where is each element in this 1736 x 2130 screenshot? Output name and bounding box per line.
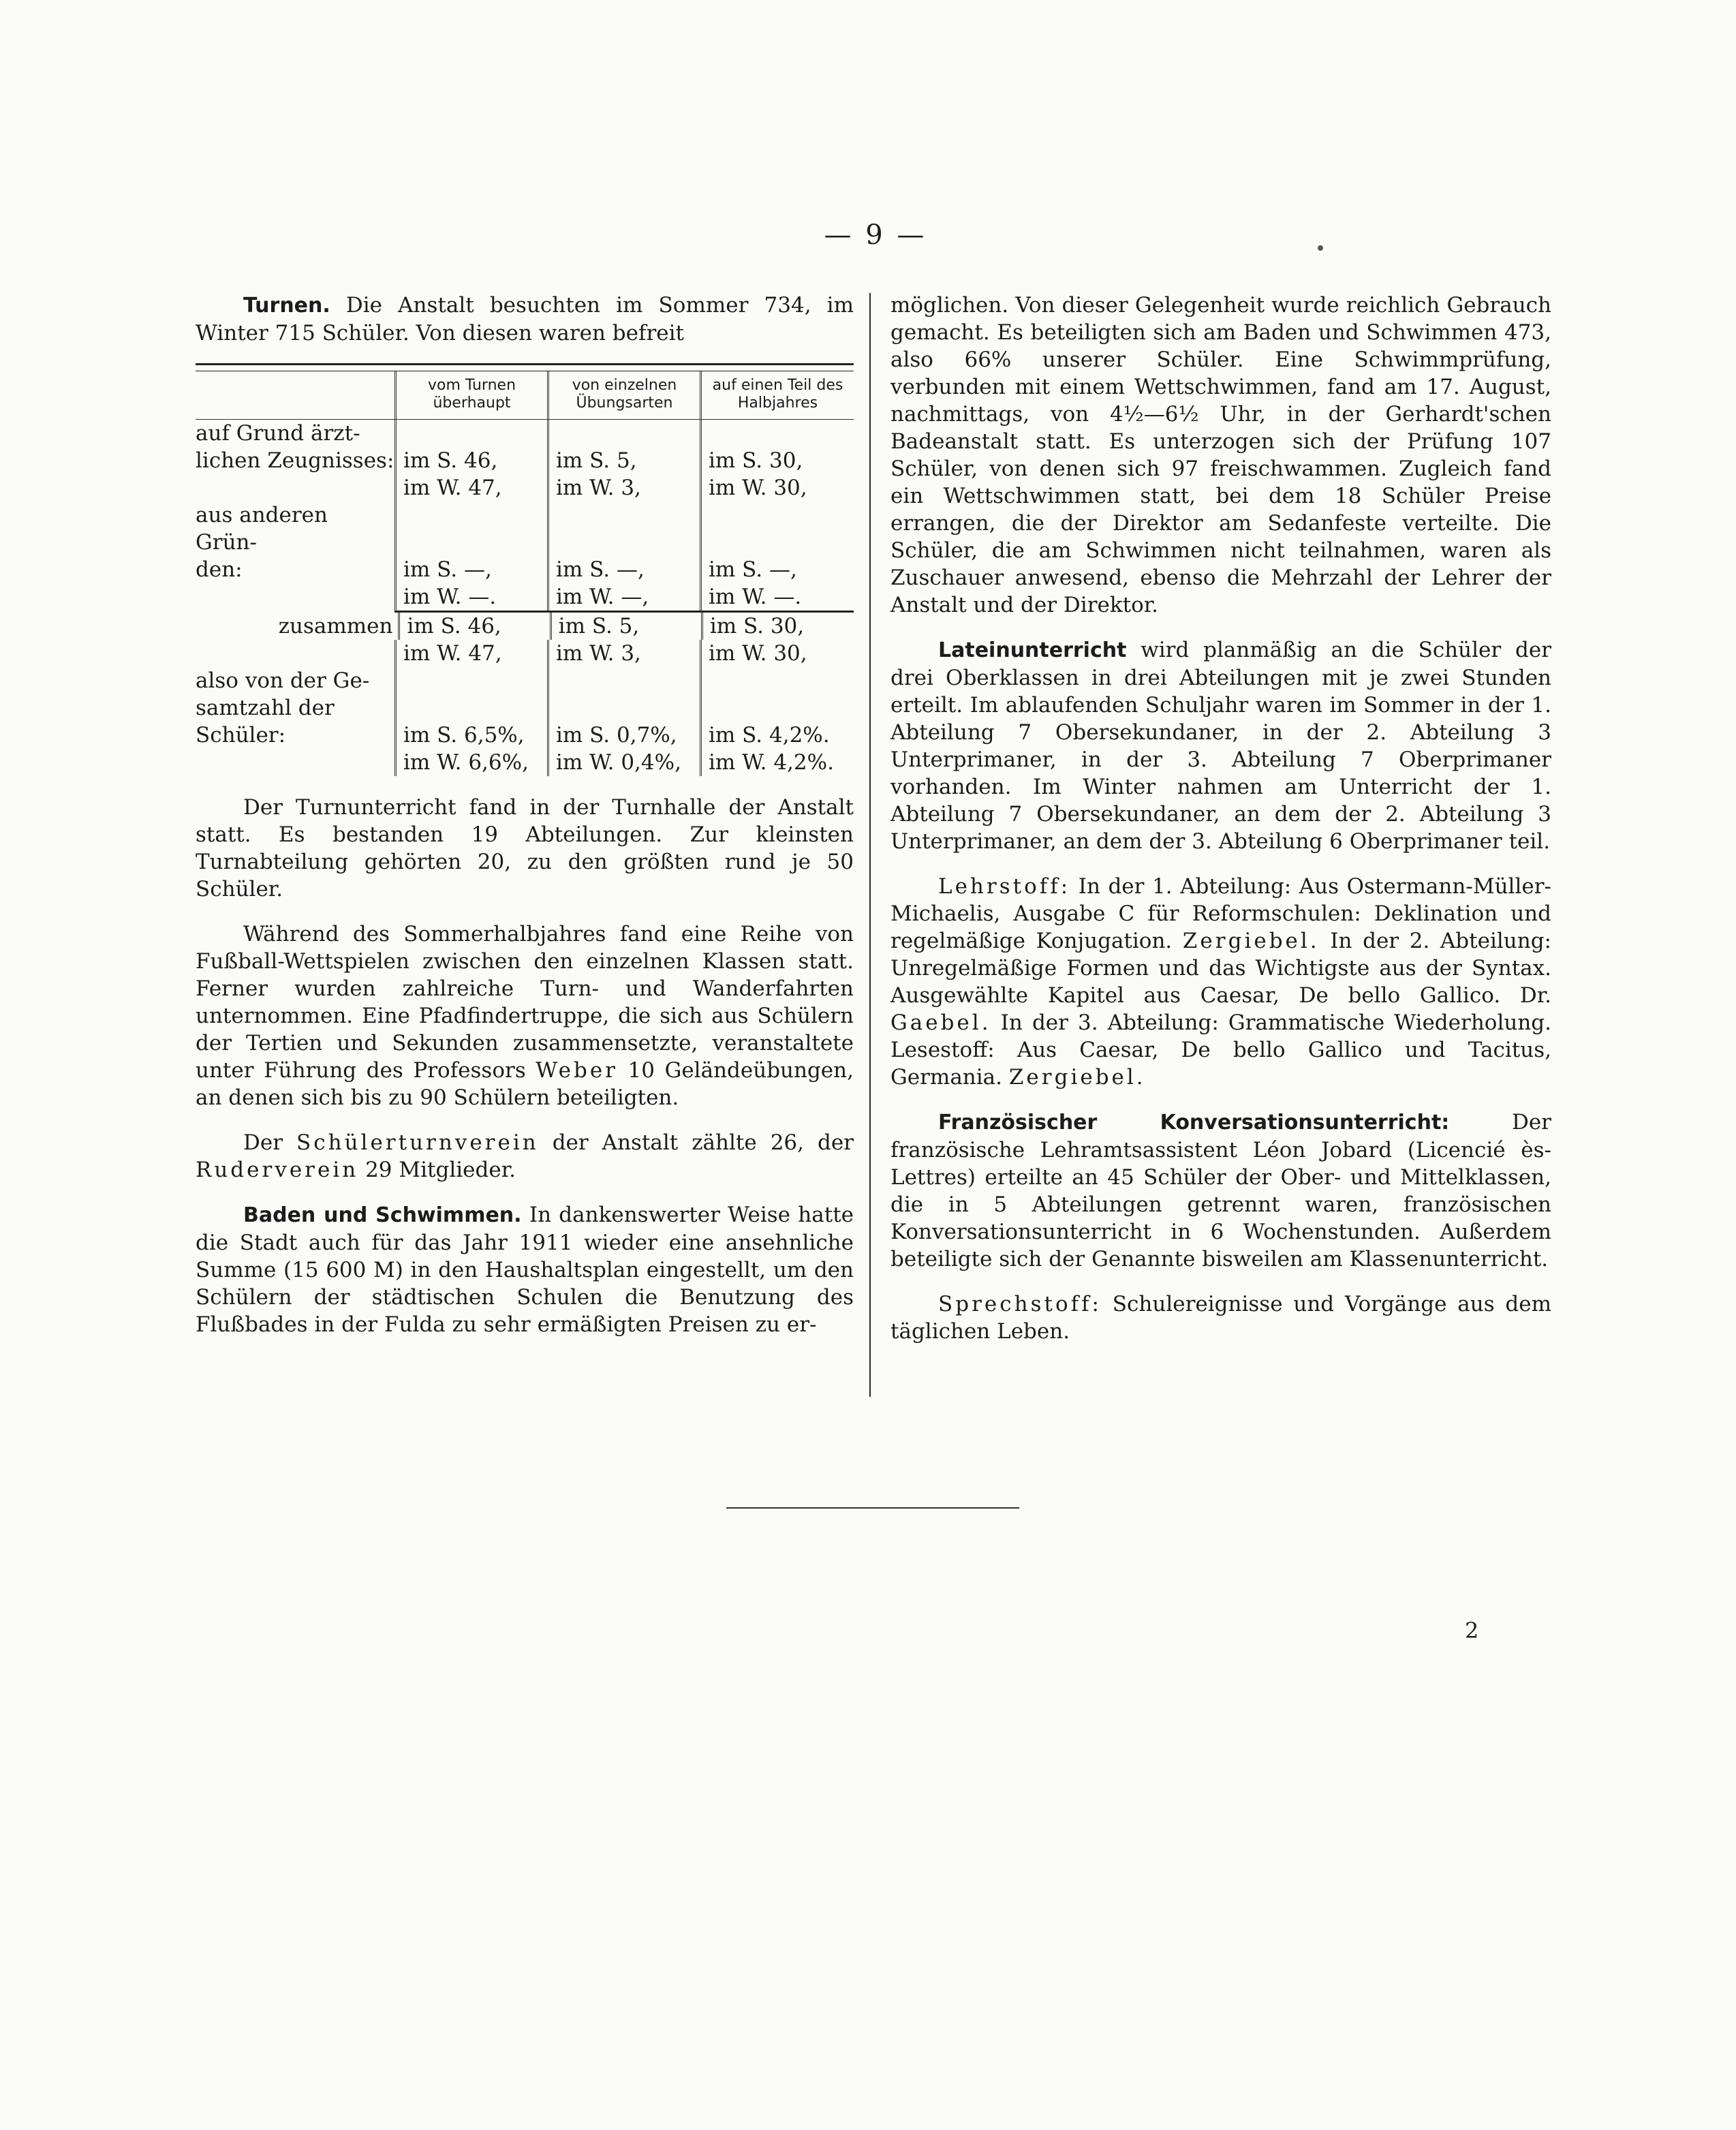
sheet-number: 2	[1465, 1618, 1479, 1643]
table-row	[196, 613, 854, 640]
table-row	[196, 420, 854, 447]
cell	[394, 420, 547, 447]
cell: im W. 6,6%,	[394, 749, 547, 776]
header-teil-halbjahr: auf einen Teil des Halbjahres	[700, 371, 854, 419]
latein-heading: Lateinunterricht	[938, 638, 1127, 662]
table-row	[196, 640, 854, 667]
row-label: zusammen	[278, 614, 393, 638]
table-header-empty	[196, 371, 394, 419]
person-name: Gaebel.	[890, 1010, 991, 1035]
cell	[547, 694, 700, 722]
cell: im S. 0,7%,	[547, 722, 700, 749]
cell: im S. 46,	[398, 613, 549, 640]
lehrstoff-text: In der 3. Abteilung: Grammatische Wiederholung. Lesestoff: Aus Caesar, De bello Gallico und Tacitus, Germania.	[890, 1010, 1551, 1090]
cell	[394, 694, 547, 722]
cell: im W. 3,	[547, 640, 700, 667]
table-row	[196, 556, 854, 583]
cell: im S. —,	[700, 556, 854, 583]
cell: im W. 30,	[700, 474, 854, 501]
row-label: auf Grund ärzt-	[196, 421, 360, 446]
turnen-heading: Turnen.	[243, 294, 330, 318]
table-row	[196, 447, 854, 474]
cell: im S. 46,	[394, 447, 547, 474]
baden-heading: Baden und Schwimmen.	[243, 1203, 522, 1227]
row-label: den:	[196, 557, 243, 582]
cell	[394, 667, 547, 694]
club-name: Schülerturnverein	[296, 1130, 539, 1155]
person-name: Zergiebel.	[1182, 929, 1320, 953]
cell: im S. 5,	[550, 613, 701, 640]
lehrstoff-label: Lehrstoff:	[938, 874, 1071, 899]
row-label: samtzahl der	[196, 696, 335, 720]
franz-heading: Französischer Konversationsunterricht:	[938, 1111, 1450, 1135]
turnen-paragraph-3	[196, 1129, 854, 1184]
row-label: aus anderen Grün-	[196, 503, 328, 555]
turnen-paragraph-2	[196, 921, 854, 1111]
cell: im S. 6,5%,	[394, 722, 547, 749]
sprechstoff-text: Schulereignisse und Vorgänge aus dem täglichen Leben.	[890, 1292, 1551, 1344]
cell: im W. 3,	[547, 474, 700, 501]
cell	[700, 420, 854, 447]
turnen-p3-text: der Anstalt zählte 26, der	[538, 1130, 854, 1155]
row-label	[196, 640, 394, 667]
cell: im W. 4,2%.	[700, 749, 854, 776]
table-row	[196, 722, 854, 749]
turnen-p3-text: Der	[243, 1130, 296, 1155]
cell	[547, 667, 700, 694]
table-row	[196, 667, 854, 694]
sprechstoff-label: Sprechstoff:	[938, 1292, 1102, 1316]
person-name: Zergiebel.	[1008, 1065, 1146, 1090]
cell	[547, 501, 700, 556]
table-row	[196, 749, 854, 776]
lehrstoff-paragraph	[890, 873, 1551, 1091]
turnen-intro	[196, 292, 854, 347]
sprechstoff-paragraph	[890, 1291, 1551, 1345]
lehrstoff-text: In der 2. Abteilung: Unregelmäßige Formen und das Wichtigste aus der Syntax. Ausgewählte Kapitel aus Caesar, De bello Gallico. Dr.	[890, 929, 1551, 1008]
cell: im W. —.	[394, 583, 547, 611]
club-name: Ruderverein	[196, 1158, 359, 1182]
speck	[1318, 245, 1323, 251]
latein-paragraph	[890, 636, 1551, 855]
page-number: — 9 —	[824, 219, 927, 251]
row-label: Schüler:	[196, 723, 286, 747]
cell	[700, 694, 854, 722]
turnen-intro-text: Die Anstalt besuchten im Sommer 734, im Winter 715 Schüler. Von diesen waren befreit	[196, 293, 854, 345]
cell: im S. 5,	[547, 447, 700, 474]
cell: im S. —,	[394, 556, 547, 583]
exemption-table	[196, 363, 854, 776]
table-row	[196, 583, 854, 611]
baden-paragraph	[196, 1201, 854, 1338]
left-column	[196, 292, 854, 1338]
table-header-row	[196, 371, 854, 419]
table-row	[196, 501, 854, 556]
turnen-p2-text: Während des Sommerhalbjahres fand eine Reihe von Fußball-Wettspielen zwischen den einzelnen Klassen statt. Ferner wurden zahlreiche Turn- und Wanderfahrten unternommen. Eine Pfadfindertruppe, die sich aus Schülern der Tertien und Sekunden zusammensetzte, veranstaltete unter Führung des Professors	[196, 922, 854, 1083]
cell: im W. 30,	[700, 640, 854, 667]
footer-rule	[726, 1507, 1019, 1509]
latein-text: wird planmäßig an die Schüler der drei Oberklassen in drei Abteilungen mit je zwei Stunden erteilt. Im ablaufenden Schuljahr waren im Sommer in der 1. Abteilung 7 Obersekundaner, in der 2. Abteilung 3 Unterprimaner, in der 3. Abteilung 7 Oberprimaner vorhanden. Im Winter nahmen am Unterricht der 1. Abteilung 7 Obersekundaner, an dem der 2. Abteilung 3 Unterprimaner, an dem der 3. Abteilung 6 Oberprimaner teil.	[890, 638, 1551, 854]
cell: im S. 4,2%.	[700, 722, 854, 749]
header-vom-turnen: vom Turnen überhaupt	[394, 371, 547, 419]
cell: im W. —,	[547, 583, 700, 611]
right-column	[890, 292, 1551, 1345]
table-row	[196, 694, 854, 722]
person-name: Weber	[536, 1058, 618, 1083]
turnen-p2-text: 10 Geländeübungen, an denen sich bis zu 90 Schülern beteiligten.	[196, 1058, 854, 1110]
table-top-rule	[196, 363, 854, 365]
column-divider	[869, 293, 871, 1397]
cell	[394, 501, 547, 556]
cell: im S. 30,	[701, 613, 854, 640]
cell	[700, 667, 854, 694]
lehrstoff-text: In der 1. Abteilung: Aus Ostermann-Müller-Michaelis, Ausgabe C für Reformschulen: Deklination und regelmäßige Konjugation.	[890, 874, 1551, 953]
row-label	[196, 749, 394, 776]
row-label	[196, 583, 394, 611]
cell: im S. —,	[547, 556, 700, 583]
row-label: lichen Zeugnisses:	[196, 448, 394, 473]
cell: im W. 47,	[394, 474, 547, 501]
cell	[700, 501, 854, 556]
baden-continued: möglichen. Von dieser Gelegenheit wurde reichlich Gebrauch gemacht. Es beteiligten sich am Baden und Schwimmen 473, also 66% unserer Schüler. Eine Schwimmprüfung, verbunden mit einem Wettschwimmen, fand am 17. August, nachmittags, von 4½—6½ Uhr, in der Gerhardt'schen Badeanstalt statt. Es unterzogen sich der Prüfung 107 Schüler, von denen sich 97 freischwammen. Zugleich fand ein Wettschwimmen statt, bei dem 18 Schüler Preise errangen, die der Direktor am Sedanfeste verteilte. Die Schüler, die am Schwimmen nicht teilnahmen, waren als Zuschauer anwesend, ebenso die Mehrzahl der Lehrer der Anstalt und der Direktor.	[890, 293, 1551, 617]
cell: im S. 30,	[700, 447, 854, 474]
table-row	[196, 474, 854, 501]
cell	[547, 420, 700, 447]
franz-text: Der französische Lehramtsassistent Léon Jobard (Licencié ès-Lettres) erteilte an 45 Schüler der Ober- und Mittelklassen, die in 5 Abteilungen getrennt waren, französischen Konversationsunterricht in 6 Wochenstunden. Außerdem beteiligte sich der Genannte bisweilen am Klassenunterricht.	[890, 1110, 1552, 1271]
row-label: also von der Ge-	[196, 668, 370, 693]
turnen-p3-text: 29 Mitglieder.	[358, 1158, 516, 1182]
cell: im W. 47,	[394, 640, 547, 667]
header-einzelne-uebungen: von einzelnen Übungsarten	[547, 371, 700, 419]
turnen-paragraph-1: Der Turnunterricht fand in der Turnhalle der Anstalt statt. Es bestanden 19 Abteilungen. Zur kleinsten Turnabteilung gehörten 20, zu den größten rund je 50 Schüler.	[196, 795, 854, 901]
row-label	[196, 474, 394, 501]
baden-text: In dankenswerter Weise hatte die Stadt auch für das Jahr 1911 wieder eine ansehnliche Summe (15 600 M) in den Haushaltsplan eingestellt, um den Schülern der städtischen Schulen die Benutzung des Flußbades in der Fulda zu sehr ermäßigten Preisen zu er-	[196, 1203, 854, 1337]
cell: im W. 0,4%,	[547, 749, 700, 776]
cell: im W. —.	[700, 583, 854, 611]
franz-paragraph	[890, 1109, 1551, 1273]
